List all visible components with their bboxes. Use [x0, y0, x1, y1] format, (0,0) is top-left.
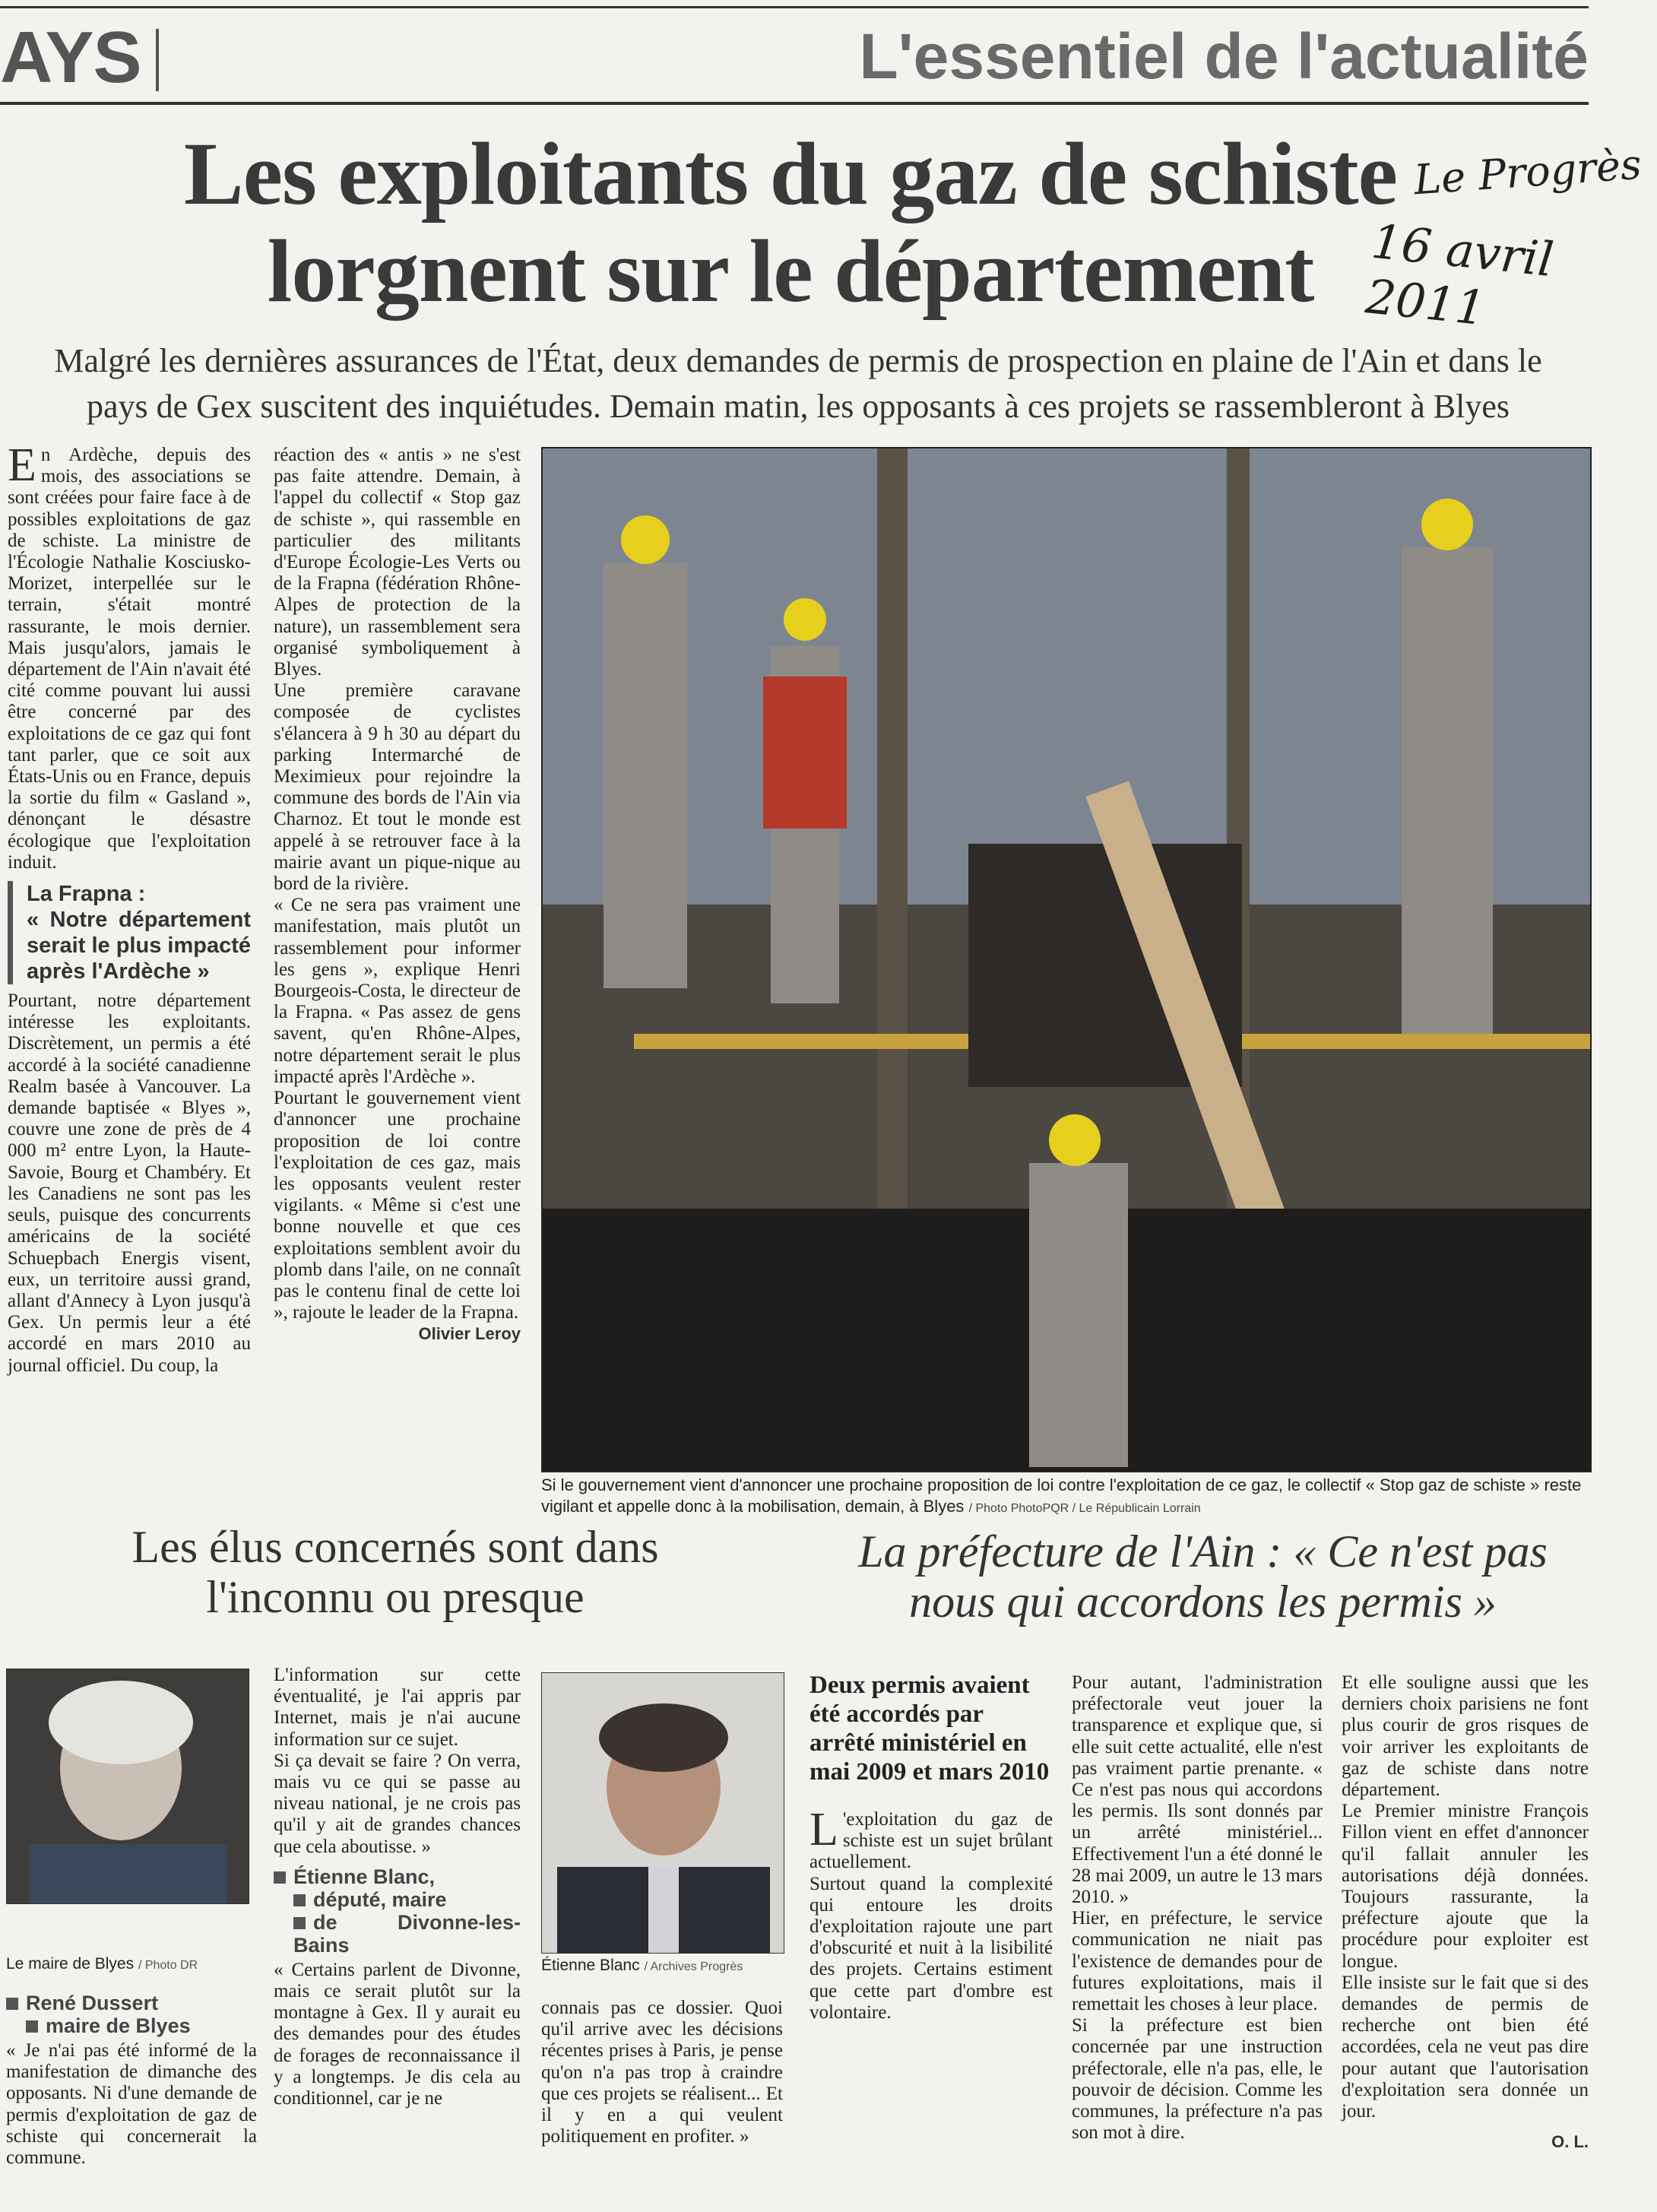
blanc-caption	[541, 1957, 743, 1975]
blanc-role-a-text: député, maire	[313, 1887, 447, 1911]
blanc-role-b-text: de Divonne-les-Bains	[293, 1910, 521, 1957]
header-rule	[0, 102, 1589, 105]
mayor-caption-text: Le maire de Blyes	[6, 1955, 135, 1973]
prefecture-paragraph-3: Pour autant, l'administration préfectorale veut jouer la transparence et explique que, si elle suit cette actualité, elle n'est pas vraiment partie prenante. « Ce n'est pas nous qui accordons les permis. Ils sont donnés par un arrêté ministériel... Effectivement l'un a été donné le 28 mai 2009, un autre le 13 mars 2010. »	[1072, 1672, 1323, 1908]
col2-paragraph-4: Pourtant le gouvernement vient d'annoncer une prochaine proposition de loi contre l'exploitation de ces gaz, mais les opposants veulent rester vigilants. « Même si c'est une bonne nouvelle et que ces exploitations semblent avoir du plomb dans l'aile, on ne connaît pas le contenu final de cette loi », rajoute le leader de la Frapna.	[274, 1088, 521, 1323]
article-author: Olivier Leroy	[418, 1324, 521, 1344]
prefecture-paragraph-7: Le Premier ministre François Fillon vient en effet d'annoncer qu'il fallait annuler les autorisations déjà données. Toujours rassurante, la préfecture ajoute que la procédure pour exploiter est longue.	[1342, 1801, 1589, 1972]
mayor-photo-credit: / Photo DR	[138, 1959, 198, 1972]
col1-paragraph-2: Pourtant, notre département intéresse les exploitants. Discrètement, un permis a été accordé à la société canadienne Realm basée à Vancouver. La demande baptisée « Blyes », couvre une zone de près de 4 000 m² entre Lyon, la Haute-Savoie, Bourg et Chambéry. Et les Canadiens ne sont pas les seuls, puisque des concurrents américains de la société Schuepbach Energis visent, eux, un territoire aussi grand, allant d'Annecy à Lyon jusqu'à Gex. Un permis leur a été accordé en mars 2010 au journal officiel. Du coup, la	[8, 990, 251, 1376]
dussert-block	[6, 1992, 257, 2169]
prefecture-dropcap: L	[809, 1804, 838, 1855]
prefecture-deck: Deux permis avaient été accordés par arrêté ministériel en mai 2009 et mars 2010	[809, 1672, 1050, 1786]
section-divider	[156, 29, 159, 91]
prefecture-col1-text	[809, 1804, 1053, 2023]
article-lead: Malgré les dernières assurances de l'État, deux demandes de permis de prospection en plaine de l'Ain et dans le pays de Gex suscitent des inquiétudes. Demain matin, les opposants à ces projets se rassembleront à Blyes	[54, 342, 1542, 425]
dussert-quote-part-3: Si ça devait se faire ? On verra, mais vu ce qui se passe au niveau national, je ne crois pas qu'il y ait de grandes chances que cela aboutisse. »	[274, 1750, 521, 1857]
prefecture-paragraph-4: Hier, en préfecture, le service communication ne niait pas l'existence de demandes pour de futures exploitations, mais il remettait les choses à leur place.	[1072, 1908, 1323, 2015]
mayor-portrait	[6, 1669, 249, 1904]
blanc-quote: « Certains parlent de Divonne, mais ce serait plutôt sur la montagne à Gex. Il y aurait eu des demandes pour des études de forages de reconnaissance il y a longtemps. Je dis cela au conditionnel, car je ne	[274, 1959, 521, 2109]
col2-paragraph-2: Une première caravane composée de cyclistes s'élancera à 9 h 30 au départ du parking Intermarché de Meximieux pour rejoindre la commune des bords de l'Ain via Charnoz. Et tout le monde est appelé à se retrouver face à la mairie avant un pique-nique au bord de la rivière.	[274, 680, 521, 895]
photo-credit: / Photo PhotoPQR / Le Républicain Lorrain	[968, 1502, 1201, 1515]
dussert-quote: « Je n'ai pas été informé de la manifestation de dimanche des opposants. Ni d'une demande de permis d'exploitation de gaz de schiste qui concernerait la commune.	[6, 2040, 257, 2169]
dropcap: E	[8, 439, 36, 491]
prefecture-paragraph-2: Surtout quand la complexité qui entoure les droits d'exploitation rajoute une part d'obscurité et nuit à la lisibilité des projets. Certains estiment que cette part d'ombre est volontaire.	[809, 1873, 1053, 2023]
subhead-quote: « Notre département serait le plus impacté après l'Ardèche »	[27, 908, 251, 984]
blanc-quote-continued: connais pas ce dossier. Quoi qu'il arrive avec les décisions récentes prises à Paris, je pense qu'on n'a pas trop à craindre que ces projets se réalisent... Et il y en a qui veulent politiquement en profiter. »	[541, 1998, 783, 2147]
drilling-rig-illustration	[543, 448, 1590, 1471]
col1-paragraph-1: n Ardèche, depuis des mois, des associations se sont créées pour faire face à de possibles exploitations de gaz de schiste. La ministre de l'Écologie Nathalie Kosciusko-Morizet, interpellée sur le terrain, s'était montré rassurante, le mois dernier. Mais jusqu'alors, jamais le département de l'Ain n'avait été cité comme pouvant lui aussi être concerné par des exploitations de ce gaz qui font tant parler, que ce soit aux États-Unis ou en France, depuis la sortie du film « Gasland », dénonçant le désastre écologique que l'exploitation induit.	[8, 445, 251, 873]
blanc-role-a	[274, 1888, 521, 1911]
prefecture-column-2	[1072, 1672, 1323, 2144]
prefecture-column-3	[1342, 1672, 1589, 2153]
headline-line-2: lorgnent sur le département	[267, 221, 1314, 321]
blanc-portrait	[541, 1672, 784, 1954]
article-column-2	[274, 445, 521, 1345]
prefecture-signature: O. L.	[1551, 2132, 1589, 2152]
prefecture-paragraph-1: 'exploitation du gaz de schiste est un sujet brûlant actuellement.	[809, 1809, 1053, 1873]
blanc-name: Étienne Blanc,	[274, 1865, 521, 1888]
blanc-photo-credit: / Archives Progrès	[644, 1960, 743, 1973]
article-column-1	[8, 439, 251, 1377]
blanc-portrait-image	[542, 1673, 784, 1953]
prefecture-paragraph-5: Si la préfecture est bien concernée par une instruction préfectorale, elle n'a pas, elle, le pouvoir de décision. Comme les communes, la préfecture n'a pas son mot à dire.	[1072, 2015, 1323, 2144]
prefecture-column-1	[809, 1671, 1053, 2023]
dussert-name: René Dussert	[6, 1992, 257, 2014]
subhead-label: La Frapna :	[27, 882, 146, 907]
main-headline	[137, 125, 1444, 320]
prefecture-paragraph-8: Elle insiste sur le fait que si des demandes de permis de recherche ont bien été accordées, cela ne veut pas dire pour autant que l'autorisation d'exploitation sera donnée un jour.	[1342, 1972, 1589, 2122]
mayor-portrait-image	[7, 1669, 249, 1903]
mayor-caption	[6, 1955, 198, 1973]
handwritten-source: Le Progrès	[1412, 140, 1643, 204]
top-rule	[0, 6, 1589, 8]
drilling-rig-photo	[541, 447, 1592, 1472]
caption-text: Si le gouvernement vient d'annoncer une prochaine proposition de loi contre l'exploitation de ce gaz, le collectif « Stop gaz de schiste » reste vigilant et appelle donc à la mobilisation, demain, à Blyes	[541, 1475, 1582, 1516]
elus-title: Les élus concernés sont dans l'inconnu ou presque	[131, 1522, 659, 1622]
col2-paragraph-1: réaction des « antis » ne s'est pas faite attendre. Demain, à l'appel du collectif « Stop gaz de schiste », qui rassemble en particulier des militants d'Europe Écologie-Les Verts ou de la Frapna (fédération Rhône-Alpes de protection de la nature), un rassemblement sera organisé symboliquement à Blyes.	[274, 445, 521, 680]
frapna-subhead	[8, 881, 251, 984]
section-tagline: L'essentiel de l'actualité	[859, 21, 1589, 92]
photo-caption	[541, 1475, 1589, 1520]
section-name: AYS	[0, 17, 141, 98]
dussert-role-text: maire de Blyes	[46, 2014, 191, 2037]
prefecture-paragraph-6: Et elle souligne aussi que les derniers choix parisiens ne font plus courir de gros risques de voir arriver les exploitants de gaz de schiste dans notre département.	[1342, 1672, 1589, 1801]
blanc-role-b	[274, 1911, 521, 1957]
col2-paragraph-3: « Ce ne sera pas vraiment une manifestation, mais plutôt un rassemblement pour informer les gens », explique Henri Bourgeois-Costa, le directeur de la Frapna. « Pas assez de gens savent, qu'en Rhône-Alpes, notre département serait le plus impacté après l'Ardèche ».	[274, 895, 521, 1087]
headline-line-1: Les exploitants du gaz de schiste	[183, 124, 1398, 223]
dussert-role	[6, 2014, 257, 2037]
dussert-quote-part-2: L'information sur cette éventualité, je l'ai appris par Internet, mais je n'ai aucune information sur ce sujet.	[274, 1665, 521, 1750]
blanc-caption-text: Étienne Blanc	[541, 1957, 640, 1974]
prefecture-title: La préfecture de l'Ain : « Ce n'est pas nous qui accordons les permis »	[858, 1526, 1548, 1627]
handwritten-date: 16 avril 2011	[1363, 213, 1557, 337]
dussert-quote-continued	[274, 1665, 521, 2109]
